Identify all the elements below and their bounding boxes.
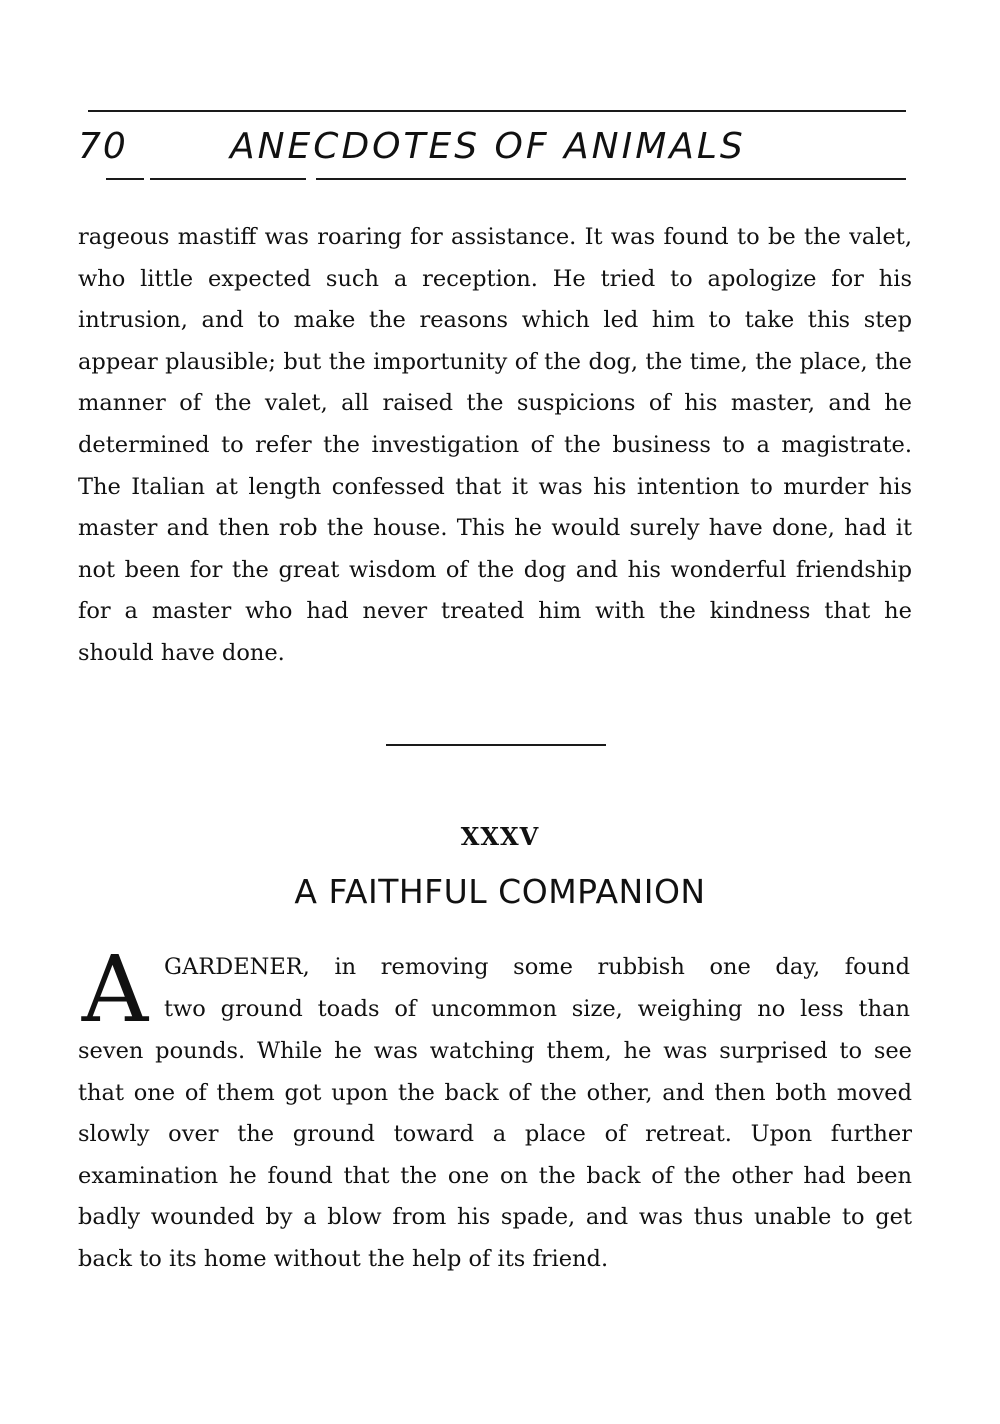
story-paragraph: seven pounds. While he was watching them, he was surprised to see that one of them got upon the back of the other, and then both moved slowly over the ground toward a place of retreat. Upon further examination he found that the one on the back of the other had been badly wounded by a blow from his spade, and was thus unable to get back to its home without the help of its friend. — [78, 1038, 912, 1272]
page-number: 70 — [78, 126, 128, 167]
header-bottom-rule — [106, 178, 906, 180]
story-first-line: GARDENER, in removing some rubbish one day, found — [164, 954, 910, 980]
section-separator — [386, 744, 606, 746]
running-title: ANECDOTES OF ANIMALS — [230, 126, 746, 167]
chapter-number: XXXV — [460, 822, 540, 851]
chapter-title: A FAITHFUL COMPANION — [294, 872, 706, 911]
continued-paragraph: rageous mastiff was roaring for assistance. It was found to be the valet, who little expected such a reception. He tried to apologize for his intrusion, and to make the reasons which led him to take this step appear plausible; but the importunity of the dog, the time, the place, the manner of the valet, all raised the suspicions of his master, and he determined to refer the investigation of the business to a magistrate. The Italian at length confessed that it was his intention to murder his master and then rob the house. This he would surely have done, had it not been for the great wisdom of the dog and his wonderful friendship for a master who had never treated him with the kindness that he should have done. — [78, 224, 912, 666]
drop-cap: A — [81, 936, 149, 1043]
running-header — [78, 126, 908, 174]
story-second-line: two ground toads of uncommon size, weighing no less than — [164, 996, 910, 1022]
header-top-rule — [88, 110, 906, 112]
